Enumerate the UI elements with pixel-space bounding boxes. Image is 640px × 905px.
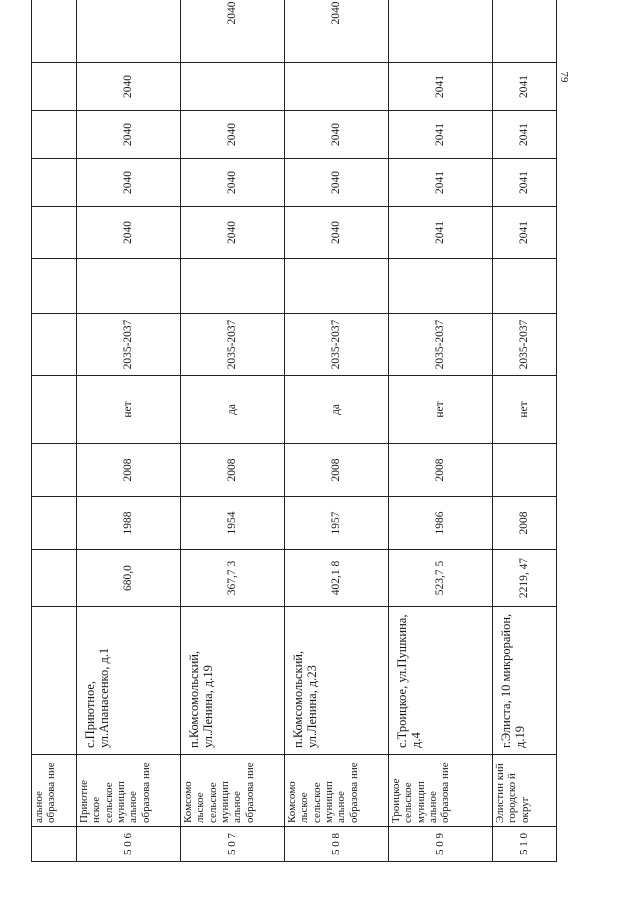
cell-renovated — [493, 444, 557, 497]
cell-c3: 2040 — [181, 159, 285, 207]
cell-c4: 2040 — [181, 111, 285, 159]
cell-period: 2035-2037 — [285, 314, 389, 376]
cell-org: альное образова ние — [32, 755, 77, 827]
table-row — [181, 0, 285, 862]
cell-c3: 2041 — [493, 159, 557, 207]
cell-address: п.Комсомольский, ул.Ленина, д.23 — [285, 607, 389, 755]
table-row — [285, 0, 389, 862]
cell-org: Троицкое сельское муницип альное образова ние — [389, 755, 493, 827]
buildings-table — [31, 0, 557, 862]
cell-org: Приютне нское сельское муницип альное образова ние — [77, 755, 181, 827]
cell-address: п.Комсомольский, ул.Ленина, д.19 — [181, 607, 285, 755]
cell-c6 — [493, 0, 557, 63]
cell-area: 367,7 3 — [181, 550, 285, 607]
cell-renovated: 2008 — [77, 444, 181, 497]
cell-num: 5 0 9 — [389, 827, 493, 862]
cell-built: 1957 — [285, 497, 389, 550]
cell-built: 1954 — [181, 497, 285, 550]
cell-area: 523,7 5 — [389, 550, 493, 607]
cell-num: 5 0 6 — [77, 827, 181, 862]
cell-c4: 2040 — [285, 111, 389, 159]
cell-renovated: 2008 — [285, 444, 389, 497]
cell-c4: 2041 — [389, 111, 493, 159]
rotated-table-container — [31, 1, 556, 862]
cell-c4: 2041 — [493, 111, 557, 159]
cell-flag: да — [285, 376, 389, 444]
cell-num: 5 0 8 — [285, 827, 389, 862]
cell-flag: нет — [77, 376, 181, 444]
cell-c4: 2040 — [77, 111, 181, 159]
cell-num — [32, 827, 77, 862]
cell-c6 — [77, 0, 181, 63]
cell-period: 2035-2037 — [181, 314, 285, 376]
cell-c3: 2040 — [77, 159, 181, 207]
cell-c2: 2041 — [389, 207, 493, 259]
cell-org: Комсомо льское сельское муницип альное образова ние — [285, 755, 389, 827]
cell-num: 5 1 0 — [493, 827, 557, 862]
table-row-continued — [32, 0, 77, 862]
cell-address: г.Элиста, 10 микрорайон, д.19 — [493, 607, 557, 755]
cell-c1 — [181, 259, 285, 314]
cell-c3: 2041 — [389, 159, 493, 207]
cell-c2: 2040 — [285, 207, 389, 259]
page-number: 79 — [558, 71, 570, 83]
cell-flag: да — [181, 376, 285, 444]
cell-c5: 2041 — [389, 63, 493, 111]
cell-built: 1988 — [77, 497, 181, 550]
cell-c1 — [77, 259, 181, 314]
cell-c6 — [389, 0, 493, 63]
cell-org: Элистин кий городско й округ — [493, 755, 557, 827]
table-row — [389, 0, 493, 862]
cell-renovated: 2008 — [181, 444, 285, 497]
cell-flag: нет — [389, 376, 493, 444]
cell-c3: 2040 — [285, 159, 389, 207]
cell-flag: нет — [493, 376, 557, 444]
cell-c2: 2040 — [77, 207, 181, 259]
cell-renovated: 2008 — [389, 444, 493, 497]
cell-built: 2008 — [493, 497, 557, 550]
cell-period: 2035-2037 — [389, 314, 493, 376]
cell-c6: 2040 — [285, 0, 389, 63]
cell-c5 — [285, 63, 389, 111]
cell-c1 — [389, 259, 493, 314]
cell-org: Комсомо льское сельское муницип альное образова ние — [181, 755, 285, 827]
table-row — [493, 0, 557, 862]
cell-area: 402,1 8 — [285, 550, 389, 607]
cell-c1 — [285, 259, 389, 314]
cell-built: 1986 — [389, 497, 493, 550]
cell-period: 2035-2037 — [493, 314, 557, 376]
cell-c2: 2041 — [493, 207, 557, 259]
cell-c2: 2040 — [181, 207, 285, 259]
cell-period: 2035-2037 — [77, 314, 181, 376]
cell-c5 — [181, 63, 285, 111]
cell-num: 5 0 7 — [181, 827, 285, 862]
cell-area: 2219, 47 — [493, 550, 557, 607]
cell-area: 680,0 — [77, 550, 181, 607]
cell-address: с.Троицкое, ул.Пушкина, д.4 — [389, 607, 493, 755]
cell-c6: 2040 — [181, 0, 285, 63]
table-row — [77, 0, 181, 862]
cell-c5: 2041 — [493, 63, 557, 111]
cell-c5: 2040 — [77, 63, 181, 111]
cell-address: с.Приютное, ул.Апанасенко, д.1 — [77, 607, 181, 755]
cell-c1 — [493, 259, 557, 314]
